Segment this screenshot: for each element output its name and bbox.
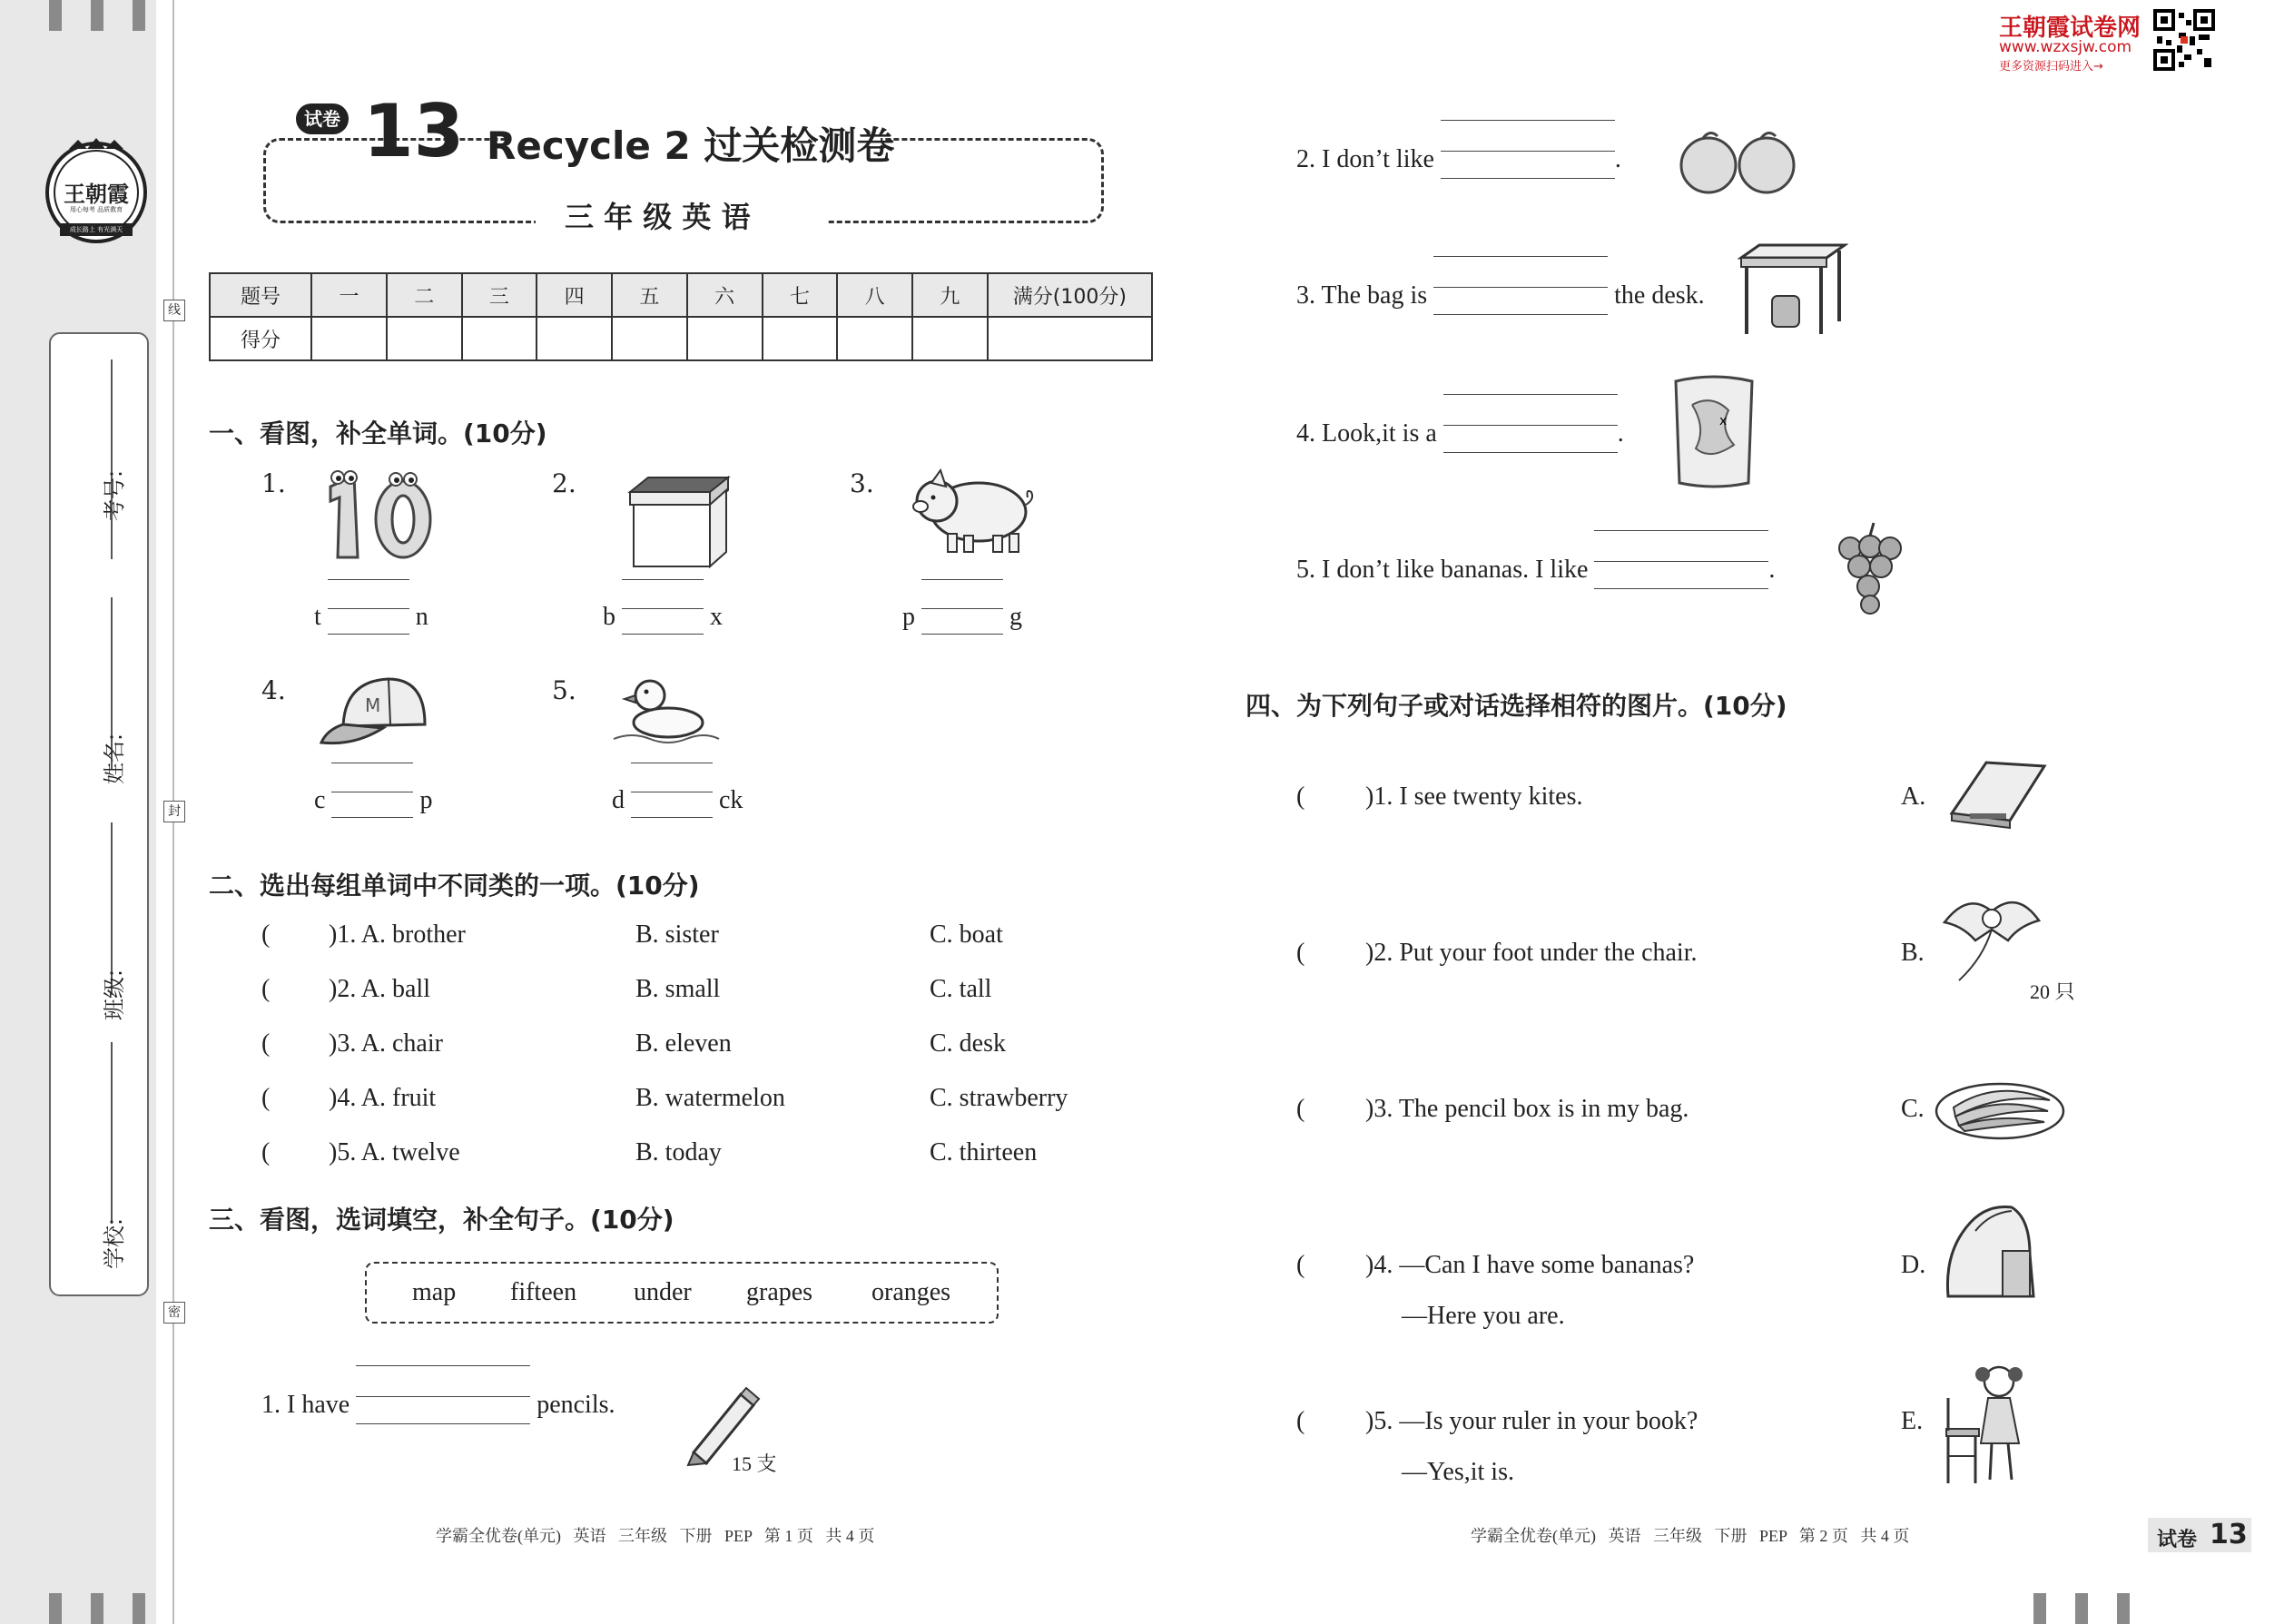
option-a: )4. A. fruit [329, 1084, 437, 1112]
seal-name: 王朝霞 [64, 182, 129, 207]
page-tab-number: 13 [2210, 1519, 2248, 1550]
box-icon [626, 476, 732, 570]
kite-caption: 20 只 [2030, 980, 2075, 1003]
answer-paren[interactable]: ( [261, 1084, 271, 1112]
word-suffix: ck [719, 786, 743, 814]
exam-number: 13 [363, 89, 465, 173]
word-suffix: x [710, 603, 723, 631]
oranges-icon [1676, 125, 1803, 194]
option-label: D. [1901, 1251, 1926, 1279]
bottom-mark [49, 1593, 62, 1624]
word-bank-item: under [634, 1278, 692, 1306]
word-prefix: c [314, 786, 326, 814]
bottom-mark [2033, 1593, 2046, 1624]
letter-blank[interactable] [622, 606, 704, 625]
score-cell: 题号 [210, 273, 311, 317]
sentence-blank[interactable] [1594, 559, 1768, 577]
word-bank-item: fifteen [510, 1278, 577, 1306]
option-a: )2. A. ball [329, 975, 430, 1003]
brand-url[interactable]: www.wzxsjw.com [1999, 38, 2132, 56]
seal-ribbon: 成长路上 有光满天 [69, 226, 123, 233]
score-input[interactable] [387, 317, 462, 360]
map-icon [1670, 374, 1757, 490]
girl-chair-icon [1939, 1362, 2041, 1489]
score-cell: 得分 [210, 317, 311, 360]
sentence-end: the desk. [1614, 281, 1705, 310]
qr-code-icon [2153, 9, 2215, 71]
score-table-row [210, 317, 1152, 360]
score-table [209, 272, 1153, 361]
score-table-header [210, 273, 1152, 317]
tear-mark: 封 [163, 801, 185, 822]
footer-left: 学霸全优卷(单元) 英语 三年级 下册 PEP 第 1 页 共 4 页 [436, 1527, 875, 1545]
match-reply: —Here you are. [1402, 1302, 1565, 1330]
word-bank-item: oranges [871, 1278, 951, 1306]
fill-sentence-4 [1296, 419, 1624, 448]
pig-icon [906, 465, 1039, 556]
item-number: 3. [850, 468, 874, 498]
page-tab-label: 试卷 [2157, 1529, 2198, 1551]
sentence-blank[interactable] [1441, 149, 1615, 167]
name-label: 姓名: [102, 733, 127, 784]
item-number: 5. [552, 675, 576, 705]
score-input[interactable] [837, 317, 912, 360]
book-icon [1946, 757, 2048, 832]
letter-blank[interactable] [631, 790, 713, 808]
sentence-start: 5. I don’t like bananas. I like [1296, 556, 1589, 584]
score-input[interactable] [988, 317, 1152, 360]
sentence-start: 1. I have [261, 1391, 350, 1419]
score-cell: 满分(100分) [988, 273, 1152, 317]
option-c: C. strawberry [930, 1084, 1068, 1112]
sentence-blank[interactable] [356, 1394, 530, 1412]
section4-heading: 四、为下列句子或对话选择相符的图片。(10分) [1245, 691, 1787, 721]
score-input[interactable] [462, 317, 537, 360]
grapes-icon [1828, 521, 1910, 615]
brand-tip: 更多资源扫码进入→ [1999, 60, 2103, 74]
item-number: 2. [552, 468, 576, 498]
score-cell: 七 [763, 273, 838, 317]
bottom-mark [2117, 1593, 2130, 1624]
page-title: Recycle 2 过关检测卷 [487, 123, 895, 168]
letter-blank[interactable] [921, 606, 1003, 625]
sentence-blank[interactable] [1433, 285, 1608, 303]
answer-paren[interactable]: ( [1296, 1407, 1305, 1435]
score-cell: 五 [612, 273, 687, 317]
seal-slogan: 用心每考 品质教育 [69, 206, 123, 213]
word-blank-2[interactable] [603, 603, 723, 632]
desk-with-bag-icon [1738, 240, 1848, 338]
option-a: )3. A. chair [329, 1029, 443, 1058]
kite-icon [1932, 886, 2048, 986]
item-number: 1. [261, 468, 286, 498]
option-c: C. desk [930, 1029, 1006, 1058]
option-b: B. watermelon [635, 1084, 785, 1112]
class-label: 班级: [102, 969, 127, 1020]
word-suffix: p [419, 786, 433, 814]
answer-paren[interactable]: ( [261, 975, 271, 1003]
score-cell: 九 [912, 273, 988, 317]
pencil-caption: 15 支 [732, 1452, 777, 1475]
page-tab [2148, 1518, 2251, 1552]
fill-sentence-2 [1296, 145, 1621, 174]
section2-heading: 二、选出每组单词中不同类的一项。(10分) [209, 871, 700, 901]
score-cell: 四 [537, 273, 612, 317]
top-mark [133, 0, 145, 31]
score-cell: 一 [311, 273, 387, 317]
top-mark [91, 0, 103, 31]
option-a: )5. A. twelve [329, 1138, 460, 1166]
word-blank-1[interactable] [314, 603, 428, 632]
score-cell: 六 [687, 273, 763, 317]
word-blank-3[interactable] [902, 603, 1022, 632]
top-mark [49, 0, 62, 31]
option-label: B. [1901, 939, 1925, 967]
score-input[interactable] [763, 317, 838, 360]
word-bank [365, 1262, 999, 1324]
svg-text:M: M [365, 694, 381, 716]
brand-seal [42, 136, 151, 245]
school-label: 学校: [102, 1217, 127, 1269]
footer-right: 学霸全优卷(单元) 英语 三年级 下册 PEP 第 2 页 共 4 页 [1471, 1527, 1910, 1545]
score-input[interactable] [537, 317, 612, 360]
sentence-blank[interactable] [1443, 423, 1618, 441]
sentence-end: . [1614, 145, 1621, 173]
word-prefix: d [612, 786, 625, 814]
score-cell: 二 [387, 273, 462, 317]
bottom-mark [133, 1593, 145, 1624]
exam-badge: 试卷 [296, 103, 349, 134]
section1-heading: 一、看图，补全单词。(10分) [209, 418, 547, 448]
svg-text:x: x [1719, 414, 1728, 428]
answer-paren[interactable]: ( [261, 920, 271, 949]
option-label: A. [1901, 782, 1926, 811]
option-b: B. small [635, 975, 721, 1003]
option-label: C. [1901, 1095, 1925, 1123]
option-b: B. today [635, 1138, 722, 1166]
section3-heading: 三、看图，选词填空，补全句子。(10分) [209, 1205, 674, 1235]
answer-paren[interactable]: ( [1296, 939, 1305, 967]
sentence-end: pencils. [537, 1391, 615, 1419]
sentence-start: 2. I don’t like [1296, 145, 1434, 173]
fill-sentence-3 [1296, 281, 1705, 310]
bottom-mark [91, 1593, 103, 1624]
brand-name: 王朝霞试卷网 [1999, 15, 2141, 42]
option-label: E. [1901, 1407, 1924, 1435]
answer-paren[interactable]: ( [1296, 1095, 1305, 1123]
match-sentence: )1. I see twenty kites. [1365, 782, 1583, 811]
score-input[interactable] [612, 317, 687, 360]
option-b: B. sister [635, 920, 719, 949]
word-bank-item: grapes [746, 1278, 813, 1306]
tear-mark: 线 [163, 300, 185, 321]
score-cell: 八 [837, 273, 912, 317]
answer-paren[interactable]: ( [1296, 1251, 1305, 1279]
match-sentence: )5. —Is your ruler in your book? [1365, 1407, 1698, 1435]
word-prefix: b [603, 603, 615, 631]
answer-paren[interactable]: ( [261, 1029, 271, 1058]
word-bank-item: map [412, 1278, 457, 1306]
score-input[interactable] [311, 317, 387, 360]
match-reply: —Yes,it is. [1402, 1458, 1514, 1486]
match-sentence: )3. The pencil box is in my bag. [1365, 1095, 1689, 1123]
duck-icon [608, 670, 724, 748]
score-input[interactable] [687, 317, 763, 360]
sentence-start: 4. Look,it is a [1296, 419, 1437, 448]
score-input[interactable] [912, 317, 988, 360]
answer-paren[interactable]: ( [261, 1138, 271, 1166]
letter-blank[interactable] [328, 606, 409, 625]
sentence-start: 3. The bag is [1296, 281, 1428, 310]
page-subtitle: 三 年 级 英 语 [565, 200, 751, 234]
option-b: B. eleven [635, 1029, 732, 1058]
bag-icon [1939, 1200, 2043, 1304]
sentence-end: . [1617, 419, 1624, 448]
fill-sentence-1 [261, 1391, 615, 1420]
option-c: C. boat [930, 920, 1003, 949]
word-blank-4[interactable] [314, 786, 432, 815]
student-info-panel [49, 332, 149, 1296]
letter-blank[interactable] [331, 790, 413, 808]
fill-sentence-5 [1296, 556, 1775, 585]
exam-number-label: 考号: [102, 469, 127, 521]
word-prefix: t [314, 603, 321, 631]
number-ten-icon [320, 470, 447, 565]
score-cell: 三 [462, 273, 537, 317]
match-sentence: )2. Put your foot under the chair. [1365, 939, 1698, 967]
word-suffix: g [1009, 603, 1022, 631]
bottom-mark [2075, 1593, 2088, 1624]
option-a: )1. A. brother [329, 920, 466, 949]
match-sentence: )4. —Can I have some bananas? [1365, 1251, 1695, 1279]
item-number: 4. [261, 675, 286, 705]
qr-code[interactable] [2153, 9, 2215, 74]
option-c: C. thirteen [930, 1138, 1038, 1166]
bananas-icon [1934, 1073, 2066, 1142]
word-suffix: n [415, 603, 428, 631]
sentence-end: . [1768, 556, 1776, 584]
word-prefix: p [902, 603, 915, 631]
word-blank-5[interactable] [612, 786, 743, 815]
answer-paren[interactable]: ( [1296, 782, 1305, 811]
option-c: C. tall [930, 975, 992, 1003]
cap-icon [318, 672, 430, 748]
tear-mark: 密 [163, 1302, 185, 1324]
